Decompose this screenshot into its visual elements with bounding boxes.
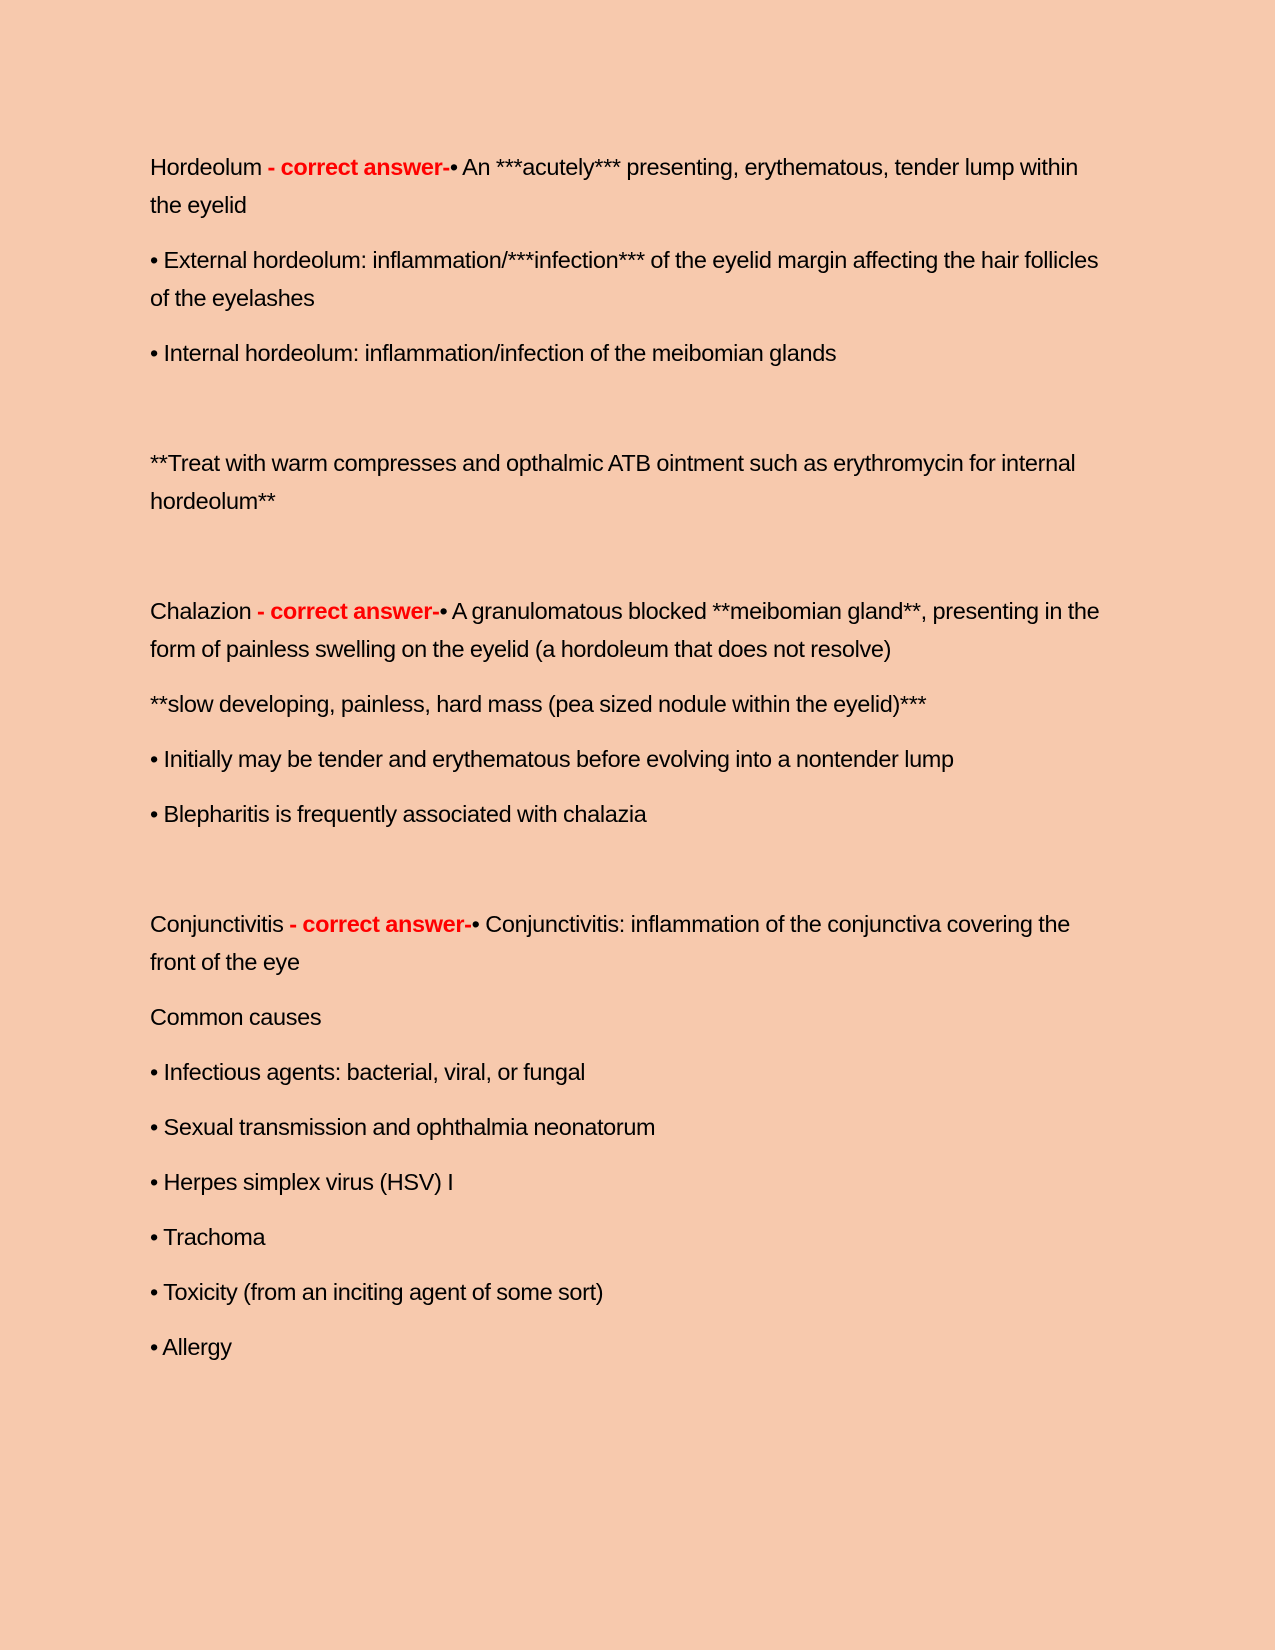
correct-answer-tag: - correct answer- [267, 154, 450, 180]
section-conjunctivitis [150, 905, 1110, 1366]
treatment-note: **Treat with warm compresses and opthalmic ATB ointment such as erythromycin for internal hordeolum** [150, 450, 1076, 514]
bullet-paragraph: • Sexual transmission and ophthalmia neonatorum [150, 1114, 656, 1140]
flashcard-question-answer [150, 148, 1110, 224]
flashcard-question-answer [150, 592, 1110, 668]
correct-answer-tag: - correct answer- [257, 598, 440, 624]
term-label: Chalazion [150, 598, 258, 624]
flashcard-question-answer [150, 905, 1110, 981]
spacer [150, 537, 1110, 592]
bullet-paragraph: • Internal hordeolum: inflammation/infection of the meibomian glands [150, 340, 837, 366]
spacer [150, 389, 1110, 444]
bullet-paragraph: • Blepharitis is frequently associated with chalazia [150, 801, 647, 827]
bullet-paragraph: • Herpes simplex virus (HSV) I [150, 1169, 454, 1195]
note-paragraph: **slow developing, painless, hard mass (pea sized nodule within the eyelid)*** [150, 691, 927, 717]
bullet-paragraph: • Toxicity (from an inciting agent of some sort) [150, 1279, 604, 1305]
answer-text: • A granulomatous blocked **meibomian gland**, presenting in the form of painless swelling on the eyelid (a hordoleum that does not resolve) [150, 598, 1100, 662]
bullet-paragraph: • Infectious agents: bacterial, viral, or fungal [150, 1059, 586, 1085]
section-hordeolum [150, 148, 1110, 520]
correct-answer-tag: - correct answer- [289, 911, 472, 937]
section-chalazion [150, 592, 1110, 833]
subheading-common-causes: Common causes [150, 1004, 322, 1030]
bullet-paragraph: • Allergy [150, 1334, 232, 1360]
answer-text: • An ***acutely*** presenting, erythematous, tender lump within the eyelid [150, 154, 1078, 218]
document-page [150, 148, 1110, 1383]
term-label: Conjunctivitis [150, 911, 290, 937]
spacer [150, 850, 1110, 905]
bullet-paragraph: • Initially may be tender and erythematous before evolving into a nontender lump [150, 746, 954, 772]
bullet-paragraph: • Trachoma [150, 1224, 266, 1250]
term-label: Hordeolum [150, 154, 268, 180]
bullet-paragraph: • External hordeolum: inflammation/***infection*** of the eyelid margin affecting the hair follicles of the eyelashes [150, 247, 1099, 311]
answer-text: • Conjunctivitis: inflammation of the conjunctiva covering the front of the eye [150, 911, 1070, 975]
